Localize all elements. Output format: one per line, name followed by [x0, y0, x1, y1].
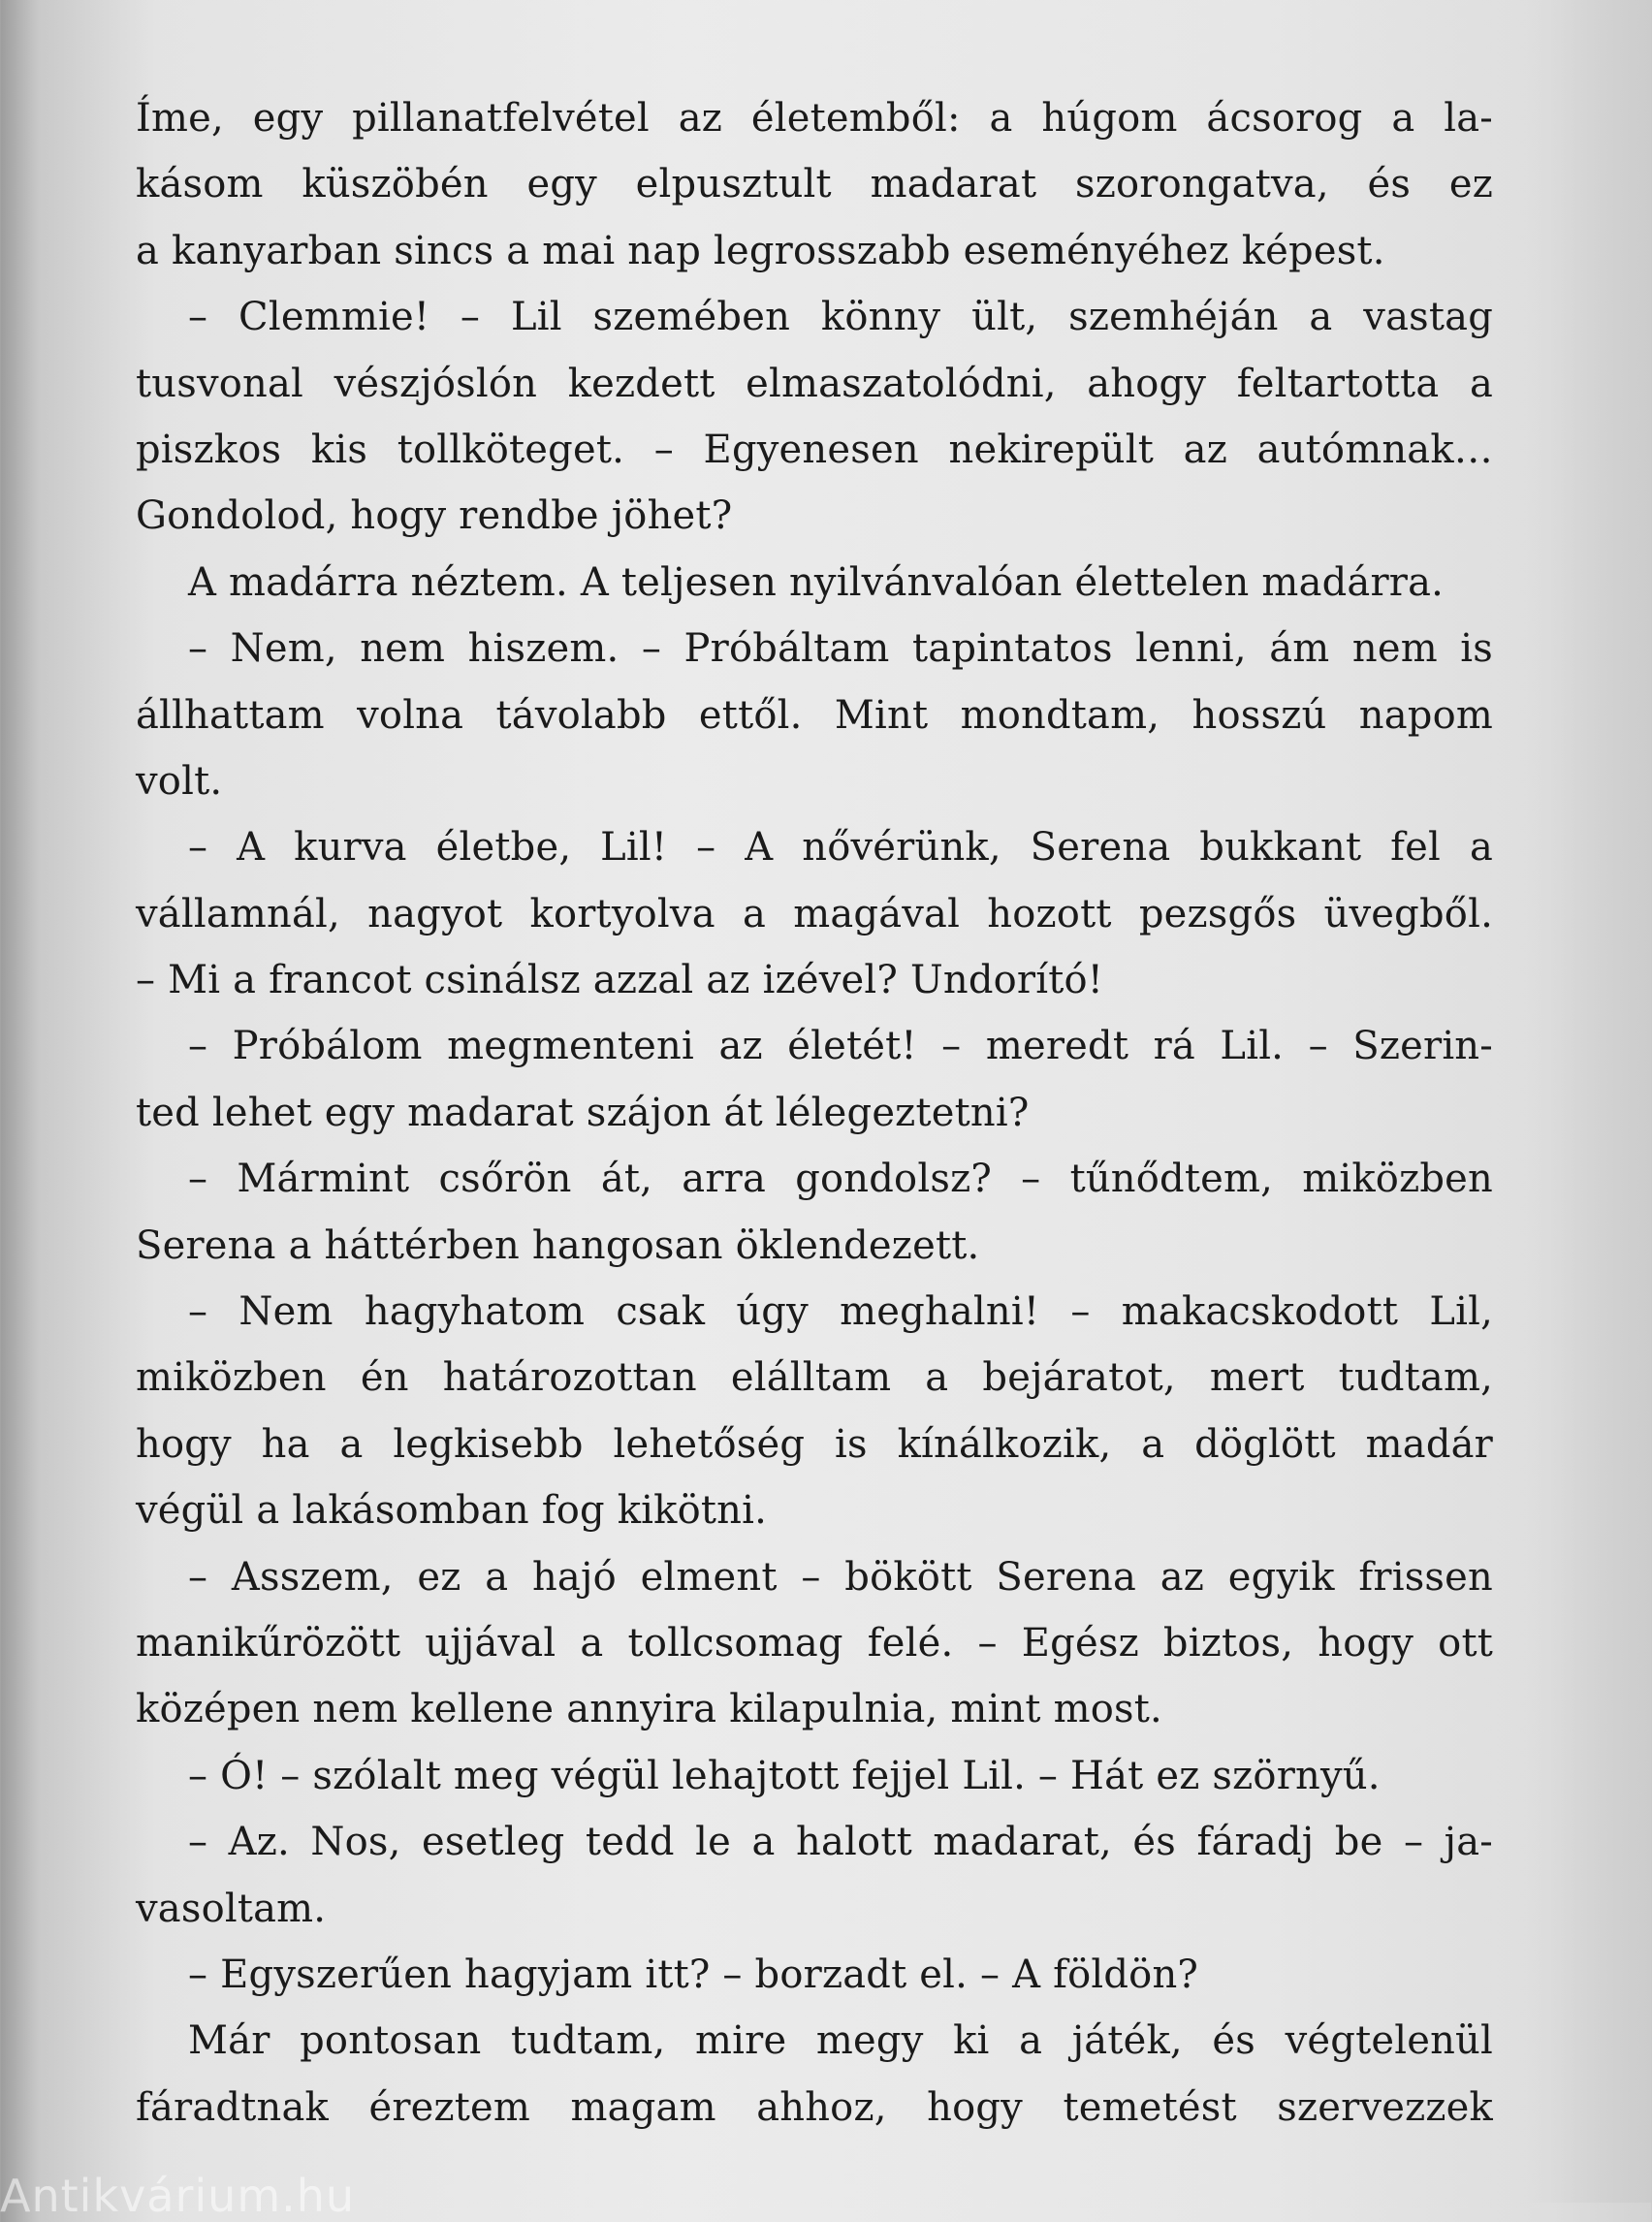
- text-line: vasoltam.: [136, 1886, 327, 1931]
- text-line: végül a lakásomban fog kikötni.: [136, 1488, 768, 1534]
- text-line: kásom küszöbén egy elpusztult madarat szorongatva, és ez: [136, 162, 1493, 207]
- text-line: – Asszem, ez a hajó elment – bökött Serena az egyik frissen: [188, 1554, 1493, 1600]
- text-line: miközben én határozottan elálltam a bejáratot, mert tudtam,: [136, 1355, 1493, 1401]
- text-line: piszkos kis tollköteget. – Egyenesen nekirepült az autómnak…: [136, 427, 1493, 472]
- text-line: – Nem hagyhatom csak úgy meghalni! – makacskodott Lil,: [188, 1289, 1493, 1335]
- text-line: volt.: [136, 758, 223, 804]
- text-line: – Mi a francot csinálsz azzal az izével? Undorító!: [136, 958, 1104, 1003]
- text-line: – Mármint csőrön át, arra gondolsz? – tűnődtem, miközben: [188, 1157, 1493, 1202]
- text-line: manikűrözött ujjával a tollcsomag felé. – Egész biztos, hogy ott: [136, 1620, 1493, 1666]
- text-line: A madárra néztem. A teljesen nyilvánvalóan élettelen madárra.: [188, 559, 1445, 605]
- text-line: Serena a háttérben hangosan öklendezett.: [136, 1222, 980, 1268]
- text-line: fáradtnak éreztem magam ahhoz, hogy temetést szervezzek: [136, 2084, 1493, 2130]
- text-line: a kanyarban sincs a mai nap legrosszabb eseményéhez képest.: [136, 228, 1385, 273]
- text-line: Íme, egy pillanatfelvétel az életemből: a húgom ácsorog a la-: [136, 96, 1493, 141]
- text-line: Gondolod, hogy rendbe jöhet?: [136, 493, 733, 539]
- text-line: középen nem kellene annyira kilapulnia, mint most.: [136, 1687, 1162, 1732]
- text-line: vállamnál, nagyot kortyolva a magával hozott pezsgős üvegből.: [136, 891, 1493, 936]
- text-line: – A kurva életbe, Lil! – A nővérünk, Serena bukkant fel a: [188, 825, 1493, 871]
- text-line: ted lehet egy madarat szájon át lélegeztetni?: [136, 1090, 1030, 1135]
- body-text: [136, 85, 1493, 2141]
- text-line: – Clemmie! – Lil szemében könny ült, szemhéján a vastag: [188, 295, 1493, 340]
- watermark: Antikvárium.hu: [0, 2170, 356, 2222]
- text-line: – Egyszerűen hagyjam itt? – borzadt el. – A földön?: [188, 1952, 1199, 1997]
- text-line: állhattam volna távolabb ettől. Mint mondtam, hosszú napom: [136, 692, 1493, 738]
- text-line: – Nem, nem hiszem. – Próbáltam tapintatos lenni, ám nem is: [188, 626, 1493, 672]
- text-line: – Ó! – szólalt meg végül lehajtott fejjel Lil. – Hát ez szörnyű.: [188, 1753, 1381, 1798]
- page-edge-shadow: [1526, 0, 1652, 2203]
- text-line: – Az. Nos, esetleg tedd le a halott madarat, és fáradj be – ja-: [188, 1820, 1493, 1865]
- text-line: Már pontosan tudtam, mire megy ki a játék, és végtelenül: [188, 2018, 1493, 2064]
- text-line: – Próbálom megmenteni az életét! – meredt rá Lil. – Szerin-: [188, 1024, 1493, 1069]
- text-line: hogy ha a legkisebb lehetőség is kínálkozik, a döglött madár: [136, 1421, 1493, 1467]
- text-line: tusvonal vészjóslón kezdett elmaszatolódni, ahogy feltartotta a: [136, 361, 1493, 406]
